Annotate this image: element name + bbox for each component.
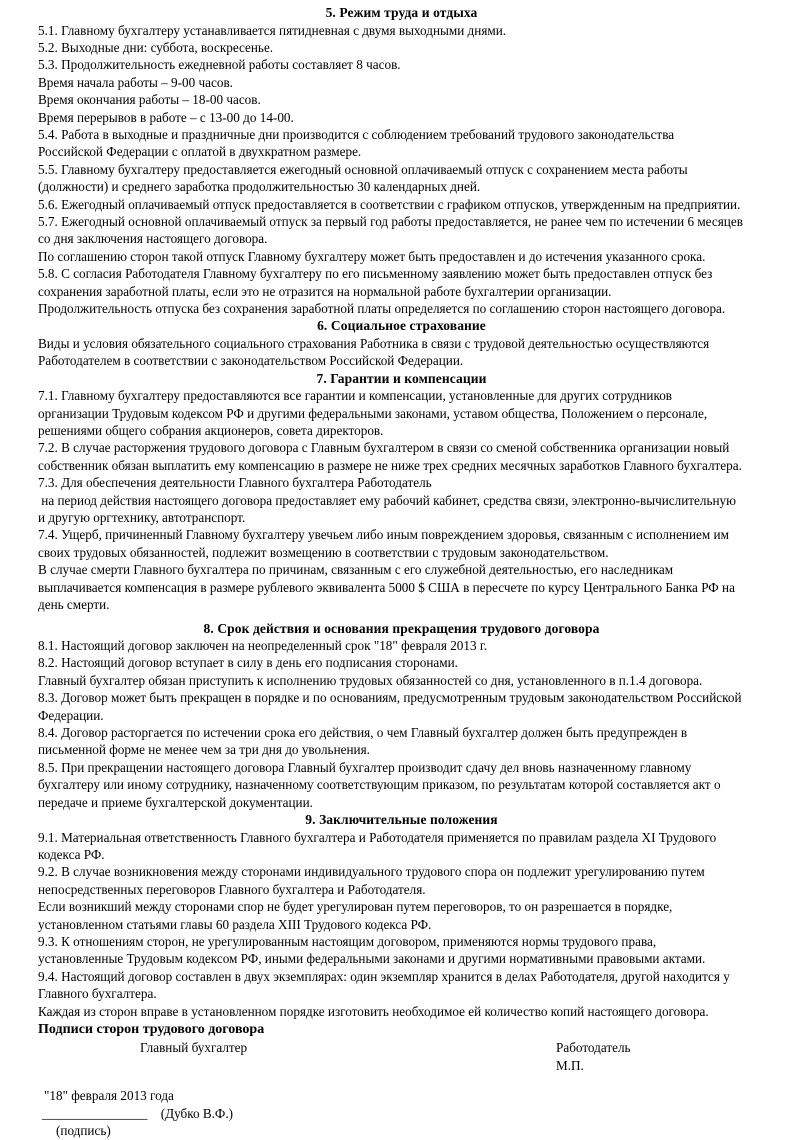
text-line: 5.2. Выходные дни: суббота, воскресенье. <box>38 39 274 55</box>
text-line: Время перерывов в работе – с 13-00 до 14-00. <box>38 109 294 125</box>
left-party-label: Главный бухгалтер <box>140 1040 248 1056</box>
paragraph-5-5 <box>38 161 765 196</box>
paragraph-5-6 <box>38 196 765 213</box>
paragraph-9-4 <box>38 968 765 1003</box>
text-line: 8.1. Настоящий договор заключен на неопределенный срок "18" февраля 2013 г. <box>38 638 488 653</box>
paragraph-7-2 <box>38 439 765 474</box>
text-line: 8.3. Договор может быть прекращен в порядке и по основаниям, предусмотренным трудовым законодательством Российской <box>38 690 742 706</box>
spacer <box>38 1074 765 1087</box>
right-party-label: Работодатель <box>556 1040 631 1056</box>
paragraph-9-2 <box>38 863 765 898</box>
text-line: 5.3. Продолжительность ежедневной работы составляет 8 часов. <box>38 57 401 73</box>
text-line: Российской Федерации с оплатой в двухкратном размере. <box>38 144 362 160</box>
paragraph-5-8 <box>38 265 765 300</box>
text-line: 7.1. Главному бухгалтеру предоставляются все гарантии и компенсации, установленные для других сотрудников <box>38 388 673 404</box>
text-line: организации Трудовым кодексом РФ и другими федеральными законами, уставом общества, Положением о персонале, <box>38 405 708 421</box>
paragraph-9-2-extra <box>38 898 765 933</box>
signature-caption: (подпись) <box>56 1123 111 1139</box>
paragraph-8-5 <box>38 759 765 811</box>
text-line: Главный бухгалтер обязан приступить к исполнению трудовых обязанностей со дня, установленного в п.1.4 договора. <box>38 672 703 688</box>
text-line: бухгалтеру или иному сотруднику, назначенному соответствующим приказом, по результатам которой составляется акт о <box>38 777 721 793</box>
paragraph-start-time <box>38 74 765 91</box>
paragraph-9-4-extra <box>38 1003 765 1020</box>
signature-blank-line: ________________ (Дубко В.Ф.) <box>42 1105 234 1121</box>
text-line: 5.6. Ежегодный оплачиваемый отпуск предоставляется в соответствии с графиком отпусков, утвержденным на предприятии. <box>38 196 741 212</box>
text-line: Продолжительность отпуска без сохранения заработной платы определяется по соглашению сторон настоящего договора. <box>38 301 726 316</box>
paragraph-5-2 <box>38 39 765 56</box>
paragraph-5-1 <box>38 22 765 39</box>
paragraph-7-3 <box>38 474 765 526</box>
seal-marker: М.П. <box>556 1057 584 1073</box>
text-line: Каждая из сторон вправе в установленном порядке изготовить необходимое ей количество копий настоящего договора. <box>38 1003 709 1019</box>
text-line: В случае смерти Главного бухгалтера по причинам, связанным с его служебной деятельностью, его наследникам <box>38 562 674 578</box>
text-line: 8.5. При прекращении настоящего договора Главный бухгалтер производит сдачу дел вновь назначенному главному <box>38 759 692 775</box>
text-line: установленном статьями главы 60 раздела XIII Трудового кодекса РФ. <box>38 916 432 932</box>
text-line: на период действия настоящего договора предоставляет ему рабочий кабинет, средства связи, электронно-вычислительную <box>38 492 736 508</box>
text-line: выплачивается компенсация в размере рублевого эквивалента 5000 $ США в пересчете по курсу Центрального Банка РФ на <box>38 579 735 595</box>
text-line: 8.4. Договор расторгается по истечении срока его действия, о чем Главный бухгалтер должен быть предупрежден в <box>38 725 688 741</box>
paragraph-9-3 <box>38 933 765 968</box>
text-line: со дня заключения настоящего договора. <box>38 231 268 247</box>
text-line: установленные Трудовым кодексом РФ, иными федеральными законами и другими нормативными правовыми актами. <box>38 951 706 967</box>
paragraph-8-4 <box>38 724 765 759</box>
text-line: Если возникший между сторонами спор не будет урегулирован путем переговоров, то он разрешается в порядке, <box>38 899 673 915</box>
text-line: непосредственных переговоров Главного бухгалтера и Работодателя. <box>38 881 426 897</box>
text-line: своих трудовых обязанностей, подлежит возмещению в соответствии с трудовым законодательством. <box>38 544 609 560</box>
text-line: Время окончания работы – 18-00 часов. <box>38 92 261 108</box>
paragraph-end-time <box>38 91 765 108</box>
paragraph-7-1 <box>38 387 765 439</box>
text-line: решениями общего собрания акционеров, совета директоров. <box>38 423 384 439</box>
text-line: 7.4. Ущерб, причиненный Главному бухгалтеру увечьем либо иным повреждением здоровья, связанным с исполнением им <box>38 527 729 543</box>
paragraph-5-4 <box>38 126 765 161</box>
section-heading-9: 9. Заключительные положения <box>305 812 498 828</box>
paragraph-5-7-extra <box>38 248 765 265</box>
paragraph-8-2-extra <box>38 672 765 689</box>
contract-date: "18" февраля 2013 года <box>44 1088 174 1104</box>
seal-row <box>38 1057 765 1075</box>
section-heading-7: 7. Гарантии и компенсации <box>316 370 487 386</box>
paragraph-8-2 <box>38 654 765 671</box>
text-line: день смерти. <box>38 597 110 613</box>
text-line: 5.8. С согласия Работодателя Главному бухгалтеру по его письменному заявлению может быть предоставлен отпуск без <box>38 266 713 282</box>
signature-parties-row <box>38 1039 765 1057</box>
section-heading-5: 5. Режим труда и отдыха <box>325 5 478 20</box>
text-line: (должности) и среднего заработка продолжительностью 30 календарных дней. <box>38 179 481 195</box>
paragraph-5-7 <box>38 213 765 248</box>
text-line: письменной форме не менее чем за три дня до увольнения. <box>38 742 370 758</box>
text-line: 5.1. Главному бухгалтеру устанавливается пятидневная с двумя выходными днями. <box>38 22 507 38</box>
paragraph-5-3 <box>38 56 765 73</box>
text-line: 9.1. Материальная ответственность Главного бухгалтера и Работодателя применяется по правилам раздела XI Трудового <box>38 829 717 845</box>
text-line: Виды и условия обязательного социального страхования Работника в связи с трудовой деятельностью осуществляются <box>38 335 710 351</box>
paragraph-8-1 <box>38 637 765 654</box>
text-line: 9.4. Настоящий договор составлен в двух экземплярах: один экземпляр хранится в делах Работодателя, другой находится у <box>38 968 730 984</box>
text-line: сохранения заработной платы, если это не отразится на нормальной работе бухгалтерии организации. <box>38 283 612 299</box>
paragraph-7-4 <box>38 526 765 561</box>
paragraph-5-8-extra <box>38 300 765 317</box>
text-line: 9.2. В случае возникновения между сторонами индивидуального трудового спора он подлежит урегулированию путем <box>38 864 705 880</box>
paragraph-8-3 <box>38 689 765 724</box>
text-line: 8.2. Настоящий договор вступает в силу в день его подписания сторонами. <box>38 655 458 671</box>
text-line: Главного бухгалтера. <box>38 986 157 1002</box>
text-line: и другую оргтехнику, автотранспорт. <box>38 510 246 526</box>
text-line: кодекса РФ. <box>38 846 105 862</box>
text-line: 5.7. Ежегодный основной оплачиваемый отпуск за первый год работы предоставляется, не ранее чем по истечении 6 месяцев <box>38 213 743 229</box>
text-line: 7.2. В случае расторжения трудового договора с Главным бухгалтером в связи со сменой собственника организации новый <box>38 440 730 456</box>
paragraph-break-time <box>38 109 765 126</box>
text-line: передаче и приеме бухгалтерской документации. <box>38 794 313 810</box>
text-line: 5.4. Работа в выходные и праздничные дни производится с соблюдением требований трудового законодательства <box>38 126 675 142</box>
paragraph-7-4-extra <box>38 561 765 613</box>
text-line: Работодателем в соответствии с законодательством Российской Федерации. <box>38 353 464 369</box>
text-line: 9.3. К отношениям сторон, не урегулированным настоящим договором, применяются нормы трудового права, <box>38 934 657 949</box>
signatures-heading: Подписи сторон трудового договора <box>38 1022 265 1038</box>
section-heading-6: 6. Социальное страхование <box>317 318 486 334</box>
text-line: 7.3. Для обеспечения деятельности Главного бухгалтера Работодатель <box>38 475 432 491</box>
paragraph-6-1 <box>38 335 765 370</box>
section-heading-8: 8. Срок действия и основания прекращения трудового договора <box>203 620 600 636</box>
text-line: собственник обязан выплатить ему компенсацию в размере не ниже трех средних месячных заработков Главного бухгалтера. <box>38 457 742 473</box>
paragraph-9-1 <box>38 829 765 864</box>
text-line: 5.5. Главному бухгалтеру предоставляется ежегодный основной оплачиваемый отпуск с сохранением места работы <box>38 161 688 177</box>
text-line: Время начала работы – 9-00 часов. <box>38 74 233 90</box>
text-line: Федерации. <box>38 707 104 723</box>
text-line: По соглашению сторон такой отпуск Главному бухгалтеру может быть предоставлен и до истечения указанного срока. <box>38 248 706 264</box>
